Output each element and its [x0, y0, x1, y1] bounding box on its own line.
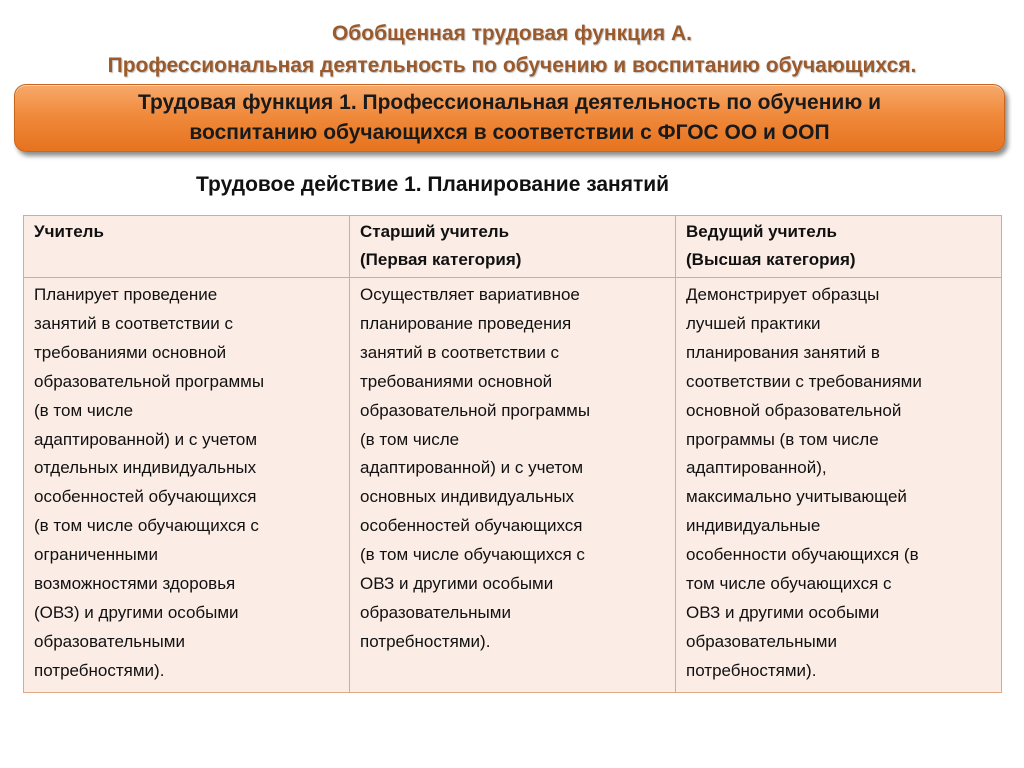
cell-senior-teacher [350, 278, 676, 693]
cell-line: ОВЗ и другими особыми [686, 602, 880, 622]
cell-line: (в том числе [34, 400, 134, 420]
cell-line: (ОВЗ) и другими особыми [34, 602, 239, 622]
cell-line: основных индивидуальных [360, 487, 575, 507]
banner-line-1: Трудовая функция 1. Профессиональная деятельность по обучению и [137, 91, 882, 114]
cell-line: соответствии с требованиями [686, 371, 922, 391]
cell-line: занятий в соответствии с [360, 342, 559, 362]
cell-line: (в том числе обучающихся с [360, 545, 585, 565]
slide-title-line-1: Обобщенная трудовая функция А. [331, 22, 693, 45]
cell-line: максимально учитывающей [686, 487, 907, 507]
banner-text [15, 88, 1004, 148]
header-category: (Первая категория) [360, 250, 522, 269]
cell-line: требованиями основной [34, 342, 227, 362]
cell-line: образовательными [686, 631, 837, 651]
cell-line: лучшей практики [686, 313, 821, 333]
cell-line: планирование проведения [360, 313, 572, 333]
header-senior-teacher [350, 216, 676, 278]
header-title: Учитель [34, 222, 104, 241]
cell-line: адаптированной), [686, 458, 827, 478]
cell-line: том числе обучающихся с [686, 574, 892, 594]
cell-line: Планирует проведение [34, 285, 218, 304]
cell-line: индивидуальные [686, 516, 821, 536]
cell-line: занятий в соответствии с [34, 313, 233, 333]
table-row [24, 278, 1002, 693]
cell-line: возможностями здоровья [34, 574, 236, 594]
header-title: Ведущий учитель [686, 222, 837, 241]
cell-line: планирования занятий в [686, 342, 880, 362]
cell-line: адаптированной) и с учетом [360, 458, 584, 478]
cell-line: особенности обучающихся (в [686, 545, 919, 565]
table-header-row [24, 216, 1002, 278]
cell-line: особенностей обучающихся [360, 516, 583, 536]
cell-line: требованиями основной [360, 371, 553, 391]
cell-line: образовательными [34, 631, 185, 651]
labor-function-banner [14, 84, 1005, 152]
qualification-table [23, 215, 1002, 693]
header-leading-teacher [676, 216, 1002, 278]
cell-leading-teacher [676, 278, 1002, 693]
cell-line: особенностей обучающихся [34, 487, 257, 507]
cell-line: основной образовательной [686, 400, 902, 420]
cell-line: образовательными [360, 602, 511, 622]
cell-line: образовательной программы [360, 400, 591, 420]
header-category: (Высшая категория) [686, 250, 856, 269]
cell-line: адаптированной) и с учетом [34, 429, 258, 449]
labor-action-subtitle: Трудовое действие 1. Планирование занятий [196, 173, 670, 196]
cell-line: Осуществляет вариативное [360, 285, 580, 304]
slide-title-line-2: Профессиональная деятельность по обучению и воспитанию обучающихся. [107, 54, 917, 77]
cell-line: ОВЗ и другими особыми [360, 574, 554, 594]
cell-line: потребностями). [360, 631, 491, 651]
cell-line: (в том числе [360, 429, 460, 449]
cell-line: программы (в том числе [686, 429, 879, 449]
cell-teacher [24, 278, 350, 693]
header-teacher [24, 216, 350, 278]
cell-line: Демонстрирует образцы [686, 285, 880, 304]
header-title: Старший учитель [360, 222, 510, 241]
cell-line: (в том числе обучающихся с [34, 516, 259, 536]
cell-line: образовательной программы [34, 371, 265, 391]
banner-line-2: воспитанию обучающихся в соответствии с ФГОС ОО и ООП [189, 121, 830, 144]
cell-line: потребностями). [686, 660, 817, 680]
cell-line: потребностями). [34, 660, 165, 680]
cell-line: ограниченными [34, 545, 158, 565]
cell-line: отдельных индивидуальных [34, 458, 257, 478]
